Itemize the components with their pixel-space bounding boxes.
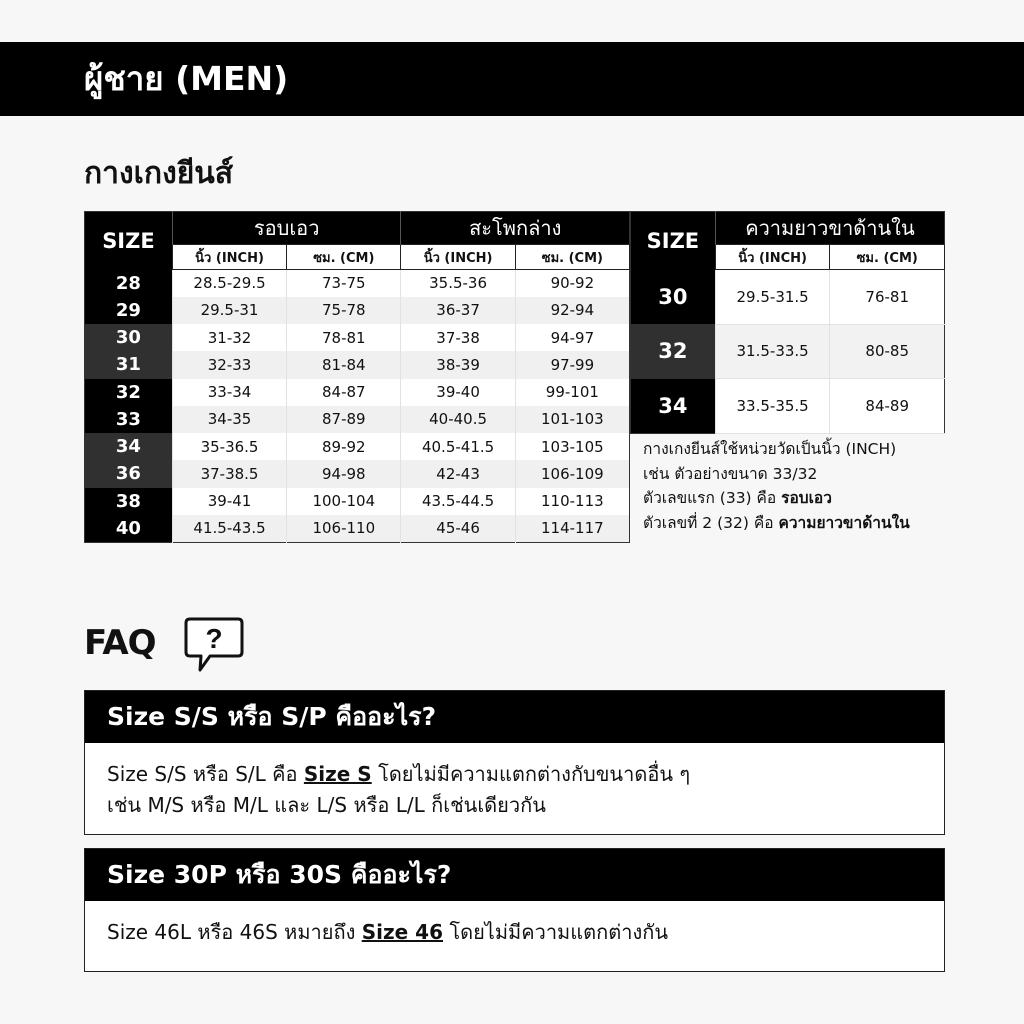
hip-cm-cell: 110-113	[515, 488, 629, 515]
hip-inch-cell: 40.5-41.5	[401, 433, 515, 460]
waist-cm-cell: 100-104	[287, 488, 401, 515]
waist-inch-cell: 34-35	[172, 406, 286, 433]
waist-cm-cell: 89-92	[287, 433, 401, 460]
hip-cm-cell: 97-99	[515, 351, 629, 378]
size-column-header: SIZE	[631, 212, 716, 270]
note-line: ตัวเลขที่ 2 (32) คือ ความยาวขาด้านใน	[643, 513, 910, 532]
size-cell: 31	[85, 351, 173, 378]
waist-inch-cell: 37-38.5	[172, 460, 286, 487]
waist-cm-cell: 106-110	[287, 515, 401, 542]
table-row	[85, 324, 630, 351]
table-row	[85, 433, 630, 460]
size-cell: 32	[631, 324, 716, 379]
hip-inch-cell: 40-40.5	[401, 406, 515, 433]
table-row	[85, 488, 630, 515]
faq-question: Size S/S หรือ S/P คืออะไร?	[85, 691, 944, 743]
hip-cm-cell: 106-109	[515, 460, 629, 487]
table-row	[85, 379, 630, 406]
inseam-cm-cell: 76-81	[830, 270, 945, 325]
faq-answer: Size 46L หรือ 46S หมายถึง Size 46 โดยไม่มีความแตกต่างกัน	[107, 920, 668, 944]
faq-item	[84, 690, 945, 835]
hip-inch-cell: 35.5-36	[401, 270, 515, 297]
table-row	[85, 460, 630, 487]
size-cell: 30	[85, 324, 173, 351]
size-cell: 28	[85, 270, 173, 297]
table-row	[85, 297, 630, 324]
size-cell: 36	[85, 460, 173, 487]
inseam-size-table	[630, 211, 945, 434]
note-bold: รอบเอว	[781, 489, 832, 507]
waist-inch-cell: 39-41	[172, 488, 286, 515]
hip-cm-cell: 101-103	[515, 406, 629, 433]
waist-inch-cell: 32-33	[172, 351, 286, 378]
note-line: เช่น ตัวอย่างขนาด 33/32	[643, 464, 818, 483]
faq-answer: Size S/S หรือ S/L คือ Size S โดยไม่มีความแตกต่างกับขนาดอื่น ๆ เช่น M/S หรือ M/L และ L/S หรือ L/L ก็เช่นเดียวกัน	[107, 762, 691, 817]
waist-cm-cell: 87-89	[287, 406, 401, 433]
size-cell: 32	[85, 379, 173, 406]
size-cell: 38	[85, 488, 173, 515]
unit-header: ซม. (CM)	[287, 245, 401, 270]
hip-inch-cell: 43.5-44.5	[401, 488, 515, 515]
inseam-group-header: ความยาวขาด้านใน	[715, 212, 944, 245]
size-note	[643, 437, 910, 535]
question-mark: ?	[205, 623, 223, 654]
hip-cm-cell: 90-92	[515, 270, 629, 297]
table-row	[85, 515, 630, 542]
size-cell: 34	[85, 433, 173, 460]
inseam-inch-cell: 33.5-35.5	[715, 379, 830, 434]
waist-cm-cell: 73-75	[287, 270, 401, 297]
waist-inch-cell: 29.5-31	[172, 297, 286, 324]
hip-inch-cell: 38-39	[401, 351, 515, 378]
size-cell: 30	[631, 270, 716, 325]
waist-cm-cell: 78-81	[287, 324, 401, 351]
hip-inch-cell: 42-43	[401, 460, 515, 487]
note-line: ตัวเลขแรก (33) คือ รอบเอว	[643, 489, 832, 507]
header-banner	[0, 42, 1024, 116]
waist-inch-cell: 33-34	[172, 379, 286, 406]
unit-header: นิ้ว (INCH)	[715, 245, 830, 270]
waist-cm-cell: 75-78	[287, 297, 401, 324]
waist-hip-size-table	[84, 211, 630, 543]
unit-header: ซม. (CM)	[830, 245, 945, 270]
table-row	[631, 379, 945, 434]
page-title: ผู้ชาย (MEN)	[84, 59, 289, 98]
waist-inch-cell: 28.5-29.5	[172, 270, 286, 297]
note-line: กางเกงยีนส์ใช้หน่วยวัดเป็นนิ้ว (INCH)	[643, 440, 897, 458]
hip-inch-cell: 36-37	[401, 297, 515, 324]
unit-header: นิ้ว (INCH)	[401, 245, 515, 270]
hip-cm-cell: 92-94	[515, 297, 629, 324]
size-cell: 40	[85, 515, 173, 542]
waist-cm-cell: 84-87	[287, 379, 401, 406]
hip-cm-cell: 99-101	[515, 379, 629, 406]
section-title: กางเกงยีนส์	[84, 156, 234, 191]
hip-cm-cell: 94-97	[515, 324, 629, 351]
inseam-inch-cell: 31.5-33.5	[715, 324, 830, 379]
table-row	[85, 351, 630, 378]
hip-inch-cell: 39-40	[401, 379, 515, 406]
faq-heading: FAQ	[84, 623, 156, 663]
hip-cm-cell: 114-117	[515, 515, 629, 542]
size-cell: 33	[85, 406, 173, 433]
waist-cm-cell: 81-84	[287, 351, 401, 378]
waist-group-header: รอบเอว	[172, 212, 401, 245]
waist-cm-cell: 94-98	[287, 460, 401, 487]
question-bubble-icon	[184, 616, 244, 674]
hip-group-header: สะโพกล่าง	[401, 212, 630, 245]
inseam-cm-cell: 84-89	[830, 379, 945, 434]
unit-header: นิ้ว (INCH)	[172, 245, 286, 270]
unit-header: ซม. (CM)	[515, 245, 629, 270]
inseam-inch-cell: 29.5-31.5	[715, 270, 830, 325]
size-column-header: SIZE	[85, 212, 173, 270]
table-row	[631, 270, 945, 325]
faq-answer-emphasis: Size 46	[361, 920, 443, 944]
waist-inch-cell: 41.5-43.5	[172, 515, 286, 542]
table-row	[85, 406, 630, 433]
size-cell: 34	[631, 379, 716, 434]
waist-inch-cell: 35-36.5	[172, 433, 286, 460]
waist-inch-cell: 31-32	[172, 324, 286, 351]
hip-inch-cell: 37-38	[401, 324, 515, 351]
faq-item	[84, 848, 945, 972]
faq-answer-emphasis: Size S	[303, 762, 372, 786]
inseam-cm-cell: 80-85	[830, 324, 945, 379]
note-bold: ความยาวขาด้านใน	[778, 513, 910, 532]
hip-inch-cell: 45-46	[401, 515, 515, 542]
table-row	[85, 270, 630, 297]
size-cell: 29	[85, 297, 173, 324]
hip-cm-cell: 103-105	[515, 433, 629, 460]
faq-question: Size 30P หรือ 30S คืออะไร?	[85, 849, 944, 901]
table-row	[631, 324, 945, 379]
